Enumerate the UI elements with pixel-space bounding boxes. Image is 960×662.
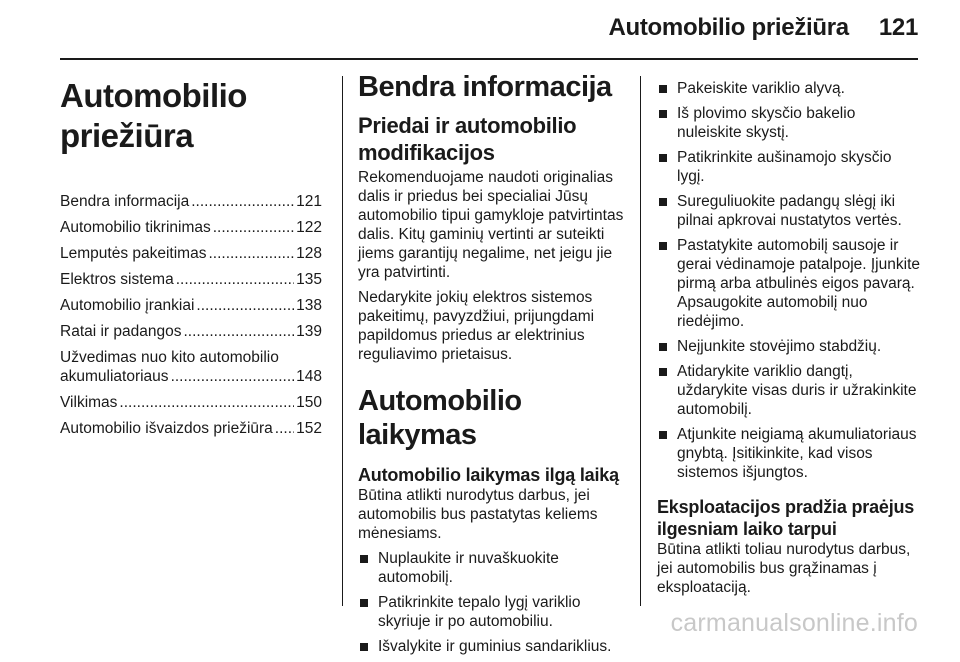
header-rule xyxy=(60,58,918,60)
toc-label: Automobilio tikrinimas xyxy=(60,219,211,236)
list-item: Išvalykite ir guminius sandariklius. xyxy=(358,637,624,656)
list-item: Patikrinkite aušinamojo skysčio lygį. xyxy=(657,148,922,186)
content-column-3 xyxy=(657,79,922,603)
table-of-contents xyxy=(60,192,322,438)
list-item: Nuplaukite ir nuvaškuokite automobilį. xyxy=(358,549,624,587)
paragraph: Būtina atlikti nurodytus darbus, jei automobilis bus pastatytas keliems mėnesiams. xyxy=(358,487,598,542)
toc-column xyxy=(60,70,322,445)
list-item: Sureguliuokite padangų slėgį iki pilnai apkrovai nustatytos vertės. xyxy=(657,192,922,230)
toc-page: 139 xyxy=(296,323,322,340)
toc-page: 150 xyxy=(296,394,322,411)
chapter-title: Automobilio priežiūra xyxy=(60,77,247,154)
toc-label: Automobilio įrankiai xyxy=(60,297,195,314)
content-column-2 xyxy=(358,70,624,662)
subsection-heading: Automobilio laikymas ilgą laiką xyxy=(358,465,619,485)
list-item: Pakeiskite variklio alyvą. xyxy=(657,79,922,98)
paragraph: Būtina atlikti toliau nurodytus darbus, jei automobilis bus grąžinamas į eksploataciją. xyxy=(657,541,911,596)
toc-entry[interactable] xyxy=(60,192,322,211)
toc-entry[interactable] xyxy=(60,270,322,289)
list-item: Atjunkite neigiamą akumuliatoriaus gnybtą. Įsitikinkite, kad visos sistemos išjungtos. xyxy=(657,425,922,482)
section-heading: Automobilio laikymas xyxy=(358,385,522,451)
toc-entry[interactable] xyxy=(60,244,322,263)
toc-entry[interactable] xyxy=(60,218,322,237)
list-item: Pastatykite automobilį sausoje ir gerai vėdinamoje patalpoje. Įjunkite pirmą arba atbulinės eigos pavarą. Apsaugokite automobilį nuo riedėjimo. xyxy=(657,236,922,331)
toc-entry[interactable] xyxy=(60,419,322,438)
toc-entry[interactable] xyxy=(60,348,322,386)
list-item: Iš plovimo skysčio bakelio nuleiskite skystį. xyxy=(657,104,922,142)
toc-page: 152 xyxy=(296,420,322,437)
toc-label-cont: akumuliatoriaus xyxy=(60,368,169,385)
column-divider-2 xyxy=(640,76,641,606)
section-heading: Bendra informacija xyxy=(358,71,612,103)
subsection-heading: Priedai ir automobilio modifikacijos xyxy=(358,113,577,165)
running-header xyxy=(608,14,918,42)
subsection-heading: Eksploatacijos pradžia praėjus ilgesniam laiko tarpui xyxy=(657,497,915,539)
page-number: 121 xyxy=(878,14,918,41)
watermark: carmanualsonline.info xyxy=(670,609,918,637)
toc-label: Bendra informacija xyxy=(60,193,190,210)
toc-page: 135 xyxy=(296,271,322,288)
toc-page: 128 xyxy=(296,245,322,262)
toc-label: Lemputės pakeitimas xyxy=(60,245,207,262)
toc-entry[interactable] xyxy=(60,322,322,341)
toc-page: 138 xyxy=(296,297,322,314)
toc-label: Ratai ir padangos xyxy=(60,323,182,340)
bullet-list xyxy=(358,549,624,656)
toc-page: 148 xyxy=(296,368,322,385)
toc-entry[interactable] xyxy=(60,393,322,412)
paragraph: Nedarykite jokių elektros sistemos pakeitimų, pavyzdžiui, prijungdami papildomus priedus ar elektrinius reguliavimo prietaisus. xyxy=(358,289,595,363)
column-divider-1 xyxy=(342,76,343,606)
toc-label: Užvedimas nuo kito automobilio xyxy=(60,349,279,366)
list-item: Neįjunkite stovėjimo stabdžių. xyxy=(657,337,922,356)
list-item: Atidarykite variklio dangtį, uždarykite visas duris ir užrakinkite automobilį. xyxy=(657,362,922,419)
paragraph: Rekomenduojame naudoti originalias dalis ir priedus bei specialiai Jūsų automobilio tipui gamykloje patvirtintas dalis. Kitų gaminių vertinti ar suteikti jiems garantijų negalime, net jeigu jie yra patvirtinti. xyxy=(358,169,624,281)
toc-label: Elektros sistema xyxy=(60,271,174,288)
toc-entry[interactable] xyxy=(60,296,322,315)
toc-page: 122 xyxy=(296,219,322,236)
toc-label: Vilkimas xyxy=(60,394,118,411)
bullet-list xyxy=(657,79,922,482)
running-header-title: Automobilio priežiūra xyxy=(608,14,849,41)
toc-label: Automobilio išvaizdos priežiūra xyxy=(60,420,273,437)
toc-page: 121 xyxy=(296,193,322,210)
list-item: Patikrinkite tepalo lygį variklio skyriuje ir po automobiliu. xyxy=(358,593,624,631)
